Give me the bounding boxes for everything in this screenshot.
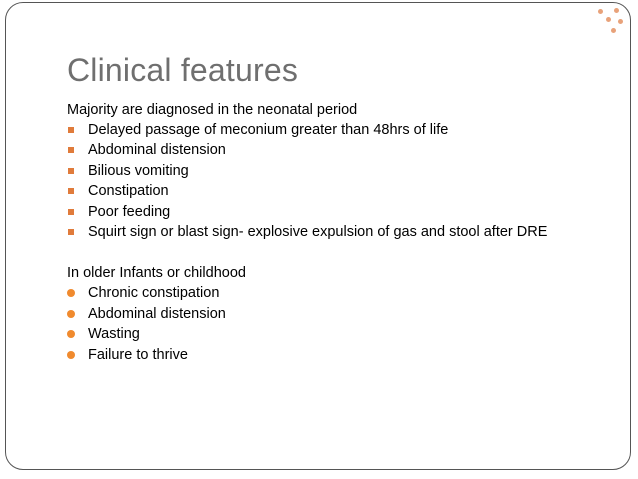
list-item-text: Abdominal distension [88,142,226,159]
round-bullet-icon [67,289,75,297]
square-bullet-icon [68,147,74,153]
decorative-dots [594,7,624,37]
square-bullet-icon [68,209,74,215]
list-item [67,120,612,140]
list-item [67,283,612,303]
list-item [67,181,612,201]
decorative-dot [618,19,623,24]
section-heading-neonatal: Majority are diagnosed in the neonatal period [67,102,358,118]
decorative-dot [606,17,611,22]
list-item-text: Wasting [88,326,140,343]
list-item [67,345,612,365]
round-bullet-icon [67,310,75,318]
list-item [67,324,612,344]
round-bullet-icon [67,351,75,359]
list-item [67,304,612,324]
list-item-text: Delayed passage of meconium greater than 48hrs of life [88,122,449,138]
square-bullet-icon [68,168,74,174]
decorative-dot [614,8,619,13]
section-spacer [67,242,612,263]
older-features-list [67,283,612,365]
list-item-text: Squirt sign or blast sign- explosive expulsion of gas and stool after DRE [88,223,548,240]
list-item-text: Chronic constipation [88,285,220,302]
neonatal-features-list [67,120,612,242]
list-item-text: Constipation [88,183,169,200]
list-item [67,222,612,242]
list-item-text: Failure to thrive [88,346,188,363]
list-item-text: Bilious vomiting [88,162,189,179]
list-item-text: Poor feeding [88,203,171,220]
section-heading-older: In older Infants or childhood [67,265,246,282]
square-bullet-icon [68,188,74,194]
slide-title: Clinical features [67,52,299,88]
decorative-dot [611,28,616,33]
round-bullet-icon [67,330,75,338]
list-item [67,202,612,222]
list-item-text: Abdominal distension [88,305,226,322]
square-bullet-icon [68,127,74,133]
square-bullet-icon [68,229,74,235]
slide-content [67,100,612,365]
list-item [67,161,612,181]
list-item [67,140,612,160]
decorative-dot [598,9,603,14]
